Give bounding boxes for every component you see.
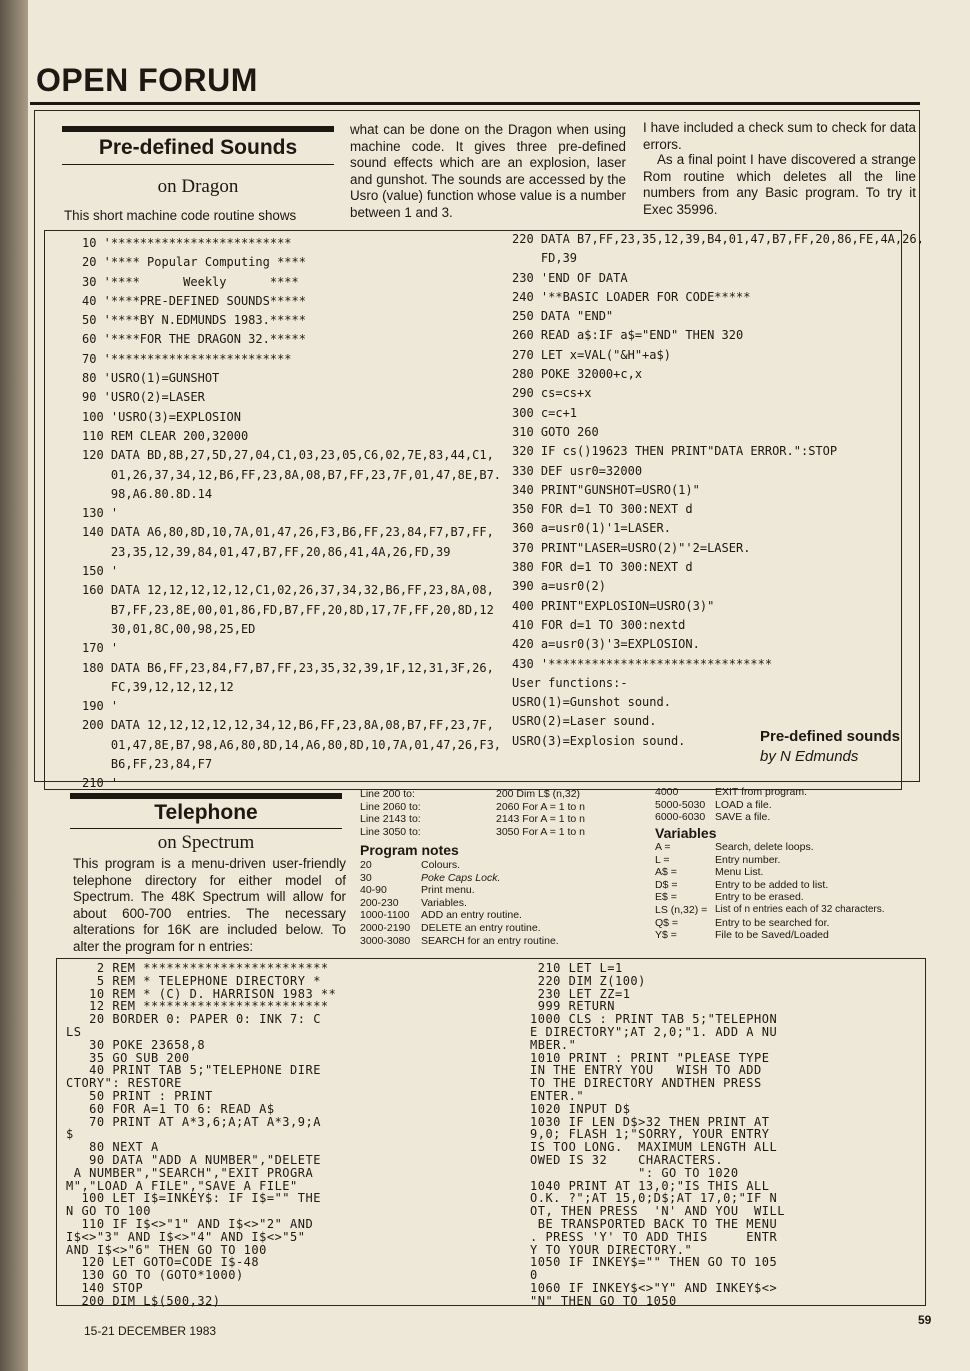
note-row: 30 Poke Caps Lock. xyxy=(360,871,501,884)
title-bar xyxy=(62,126,334,132)
variable-row: A$ = Menu List. xyxy=(655,866,764,879)
article1-col1: This short machine code routine shows xyxy=(64,208,297,223)
listing-caption-title: Pre-defined sounds xyxy=(760,728,901,745)
alterations-block xyxy=(360,788,650,838)
note-row: 20 Colours. xyxy=(360,859,461,871)
alteration-row: Line 2143 to: 2143 For A = 1 to n xyxy=(360,813,586,826)
binding-spine xyxy=(0,0,28,1371)
article2-subtitle: on Spectrum xyxy=(157,832,255,853)
variable-row: Y$ = File to be Saved/Loaded xyxy=(655,929,829,942)
variable-row: A = Search, delete loops. xyxy=(655,841,814,853)
note-row: 5000-5030 LOAD a file. xyxy=(655,798,772,811)
page-number: 59 xyxy=(918,1313,932,1327)
variables-heading: Variables xyxy=(655,825,717,841)
article1-col2: what can be done on the Dragon when using machine code. It gives three pre-defined sound effects which are an explosion, laser and gunshot. The sounds are accessed by the Usro (value) function whose value is a number between 1 and 3. xyxy=(350,122,626,220)
section-rule xyxy=(30,102,920,105)
program-notes-heading: Program notes xyxy=(360,842,459,858)
variable-row: Q$ = Entry to be searched for. xyxy=(655,916,830,929)
dragon-listing-left: 10 '************************* 20 '**** Popular Computing **** 30 '**** Weekly **** 40 '****PRE-DEFINED SOUNDS***** 50 '****BY N.EDMUNDS 1983.***** 60 '****FOR THE DRAGON 32.***** 70 '************************* 80 'USRO(1)=GUNSHOT 90 'USRO(2)=LASER 100 'USRO(3)=EXPLOSION 110 REM CLEAR 200,32000 120 DATA BD,8B,27,5D,27,04,C1,03,23,05,C6,02,7E,83,44,C1, 01,26,37,34,12,B6,FF,23,8A,08,B7,FF,23,7F,01,47,8E,B7. 98,A6.80.8D.14 130 ' 140 DATA A6,80,8D,10,7A,01,47,26,F3,B6,FF,23,84,F7,B7,FF, 23,35,12,39,84,01,47,B7,FF,20,86,41,4A,26,FD,39 150 ' 160 DATA 12,12,12,12,12,C1,02,26,37,34,32,B6,FF,23,8A,08, B7,FF,23,8E,00,01,86,FD,B7,FF,20,8D,17,7F,FF,20,8D,12 30,01,8C,00,98,25,ED 170 ' 180 DATA B6,FF,23,84,F7,B7,FF,23,35,32,39,1F,12,31,3F,26, FC,39,12,12,12,12 190 ' 200 DATA 12,12,12,12,12,34,12,B6,FF,23,8A,08,B7,FF,23,7F, 01,47,8E,B7,98,A6,80,8D,14,A6,80,8D,10,7A,01,47,26,F3, B6,FF,23,84,F7 210 ' xyxy=(82,236,502,791)
section-title: OPEN FORUM xyxy=(36,62,258,98)
spectrum-listing-left: 2 REM ************************ 5 REM * TELEPHONE DIRECTORY * 10 REM * (C) D. HARRISON 1983 ** 12 REM ************************ 20 BORDER 0: PAPER 0: INK 7: C LS 30 POKE 23658,8 35 GO SUB 200 40 PRINT TAB 5;"TELEPHONE DIRE CTORY": RESTORE 50 PRINT : PRINT 60 FOR A=1 TO 6: READ A$ 70 PRINT AT A*3,6;A;AT A*3,9;A $ 80 NEXT A 90 DATA "ADD A NUMBER","DELETE A NUMBER","SEARCH","EXIT PROGRA M","LOAD A FILE","SAVE A FILE" 100 LET I$=INKEY$: IF I$="" THE N GO TO 100 110 IF I$<>"1" AND I$<>"2" AND I$<>"3" AND I$<>"4" AND I$<>"5" AND I$<>"6" THEN GO TO 100 120 LET GOTO=CODE I$-48 130 GO TO (GOTO*1000) 140 STOP 200 DIM L$(500,32) xyxy=(66,961,337,1308)
article1-subtitle: on Dragon xyxy=(157,176,239,197)
note-row: 40-90 Print menu. xyxy=(360,884,475,897)
note-row: 200-230 Variables. xyxy=(360,896,467,909)
alteration-row: Line 200 to: 200 Dim L$ (n,32) xyxy=(360,788,581,800)
variables-list xyxy=(655,841,920,942)
alteration-row: Line 3050 to: 3050 For A = 1 to n xyxy=(360,825,586,838)
spectrum-listing-right: 210 LET L=1 220 DIM Z(100) 230 LET ZZ=1 999 RETURN 1000 CLS : PRINT TAB 5;"TELEPHON E DIRECTORY";AT 2,0;"1. ADD A NU MBER." 1010 PRINT : PRINT "PLEASE TYPE IN THE ENTRY YOU WISH TO ADD TO THE DIRECTORY ANDTHEN PRESS ENTER." 1020 INPUT D$ 1030 IF LEN D$>32 THEN PRINT AT 9,0; FLASH 1;"SORRY, YOUR ENTRY IS TOO LONG. MAXIMUM LENGTH ALL OWED IS 32 CHARACTERS. ": GO TO 1020 1040 PRINT AT 13,0;"IS THIS ALL O.K. ?";AT 15,0;D$;AT 17,0;"IF N OT, THEN PRESS 'N' AND YOU WILL BE TRANSPORTED BACK TO THE MENU . PRESS 'Y' TO ADD THIS ENTR Y TO YOUR DIRECTORY." 1050 IF INKEY$="" THEN GO TO 105 0 1060 IF INKEY$<>"Y" AND INKEY$<> "N" THEN GO TO 1050 xyxy=(530,961,785,1308)
variable-row: L = Entry number. xyxy=(655,853,781,866)
variable-row: LS (n,32) = List of n entries each of 32 characters. xyxy=(655,903,885,916)
dragon-listing-right: 220 DATA B7,FF,23,35,12,39,B4,01,47,B7,FF,20,86,FE,4A,26, FD,39 230 'END OF DATA 240 '**BASIC LOADER FOR CODE***** 250 DATA "END" 260 READ a$:IF a$="END" THEN 320 270 LET x=VAL("&H"+a$) 280 POKE 32000+c,x 290 cs=cs+x 300 c=c+1 310 GOTO 260 320 IF cs()19623 THEN PRINT"DATA ERROR.":STOP 330 DEF usr0=32000 340 PRINT"GUNSHOT=USRO(1)" 350 FOR d=1 TO 300:NEXT d 360 a=usr0(1)'1=LASER. 370 PRINT"LASER=USRO(2)"'2=LASER. 380 FOR d=1 TO 300:NEXT d 390 a=usr0(2) 400 PRINT"EXPLOSION=USRO(3)" 410 FOR d=1 TO 300:nextd 420 a=usr0(3)'3=EXPLOSION. 430 '******************************* User functions:- USRO(1)=Gunshot sound. USRO(2)=Laser sound. USRO(3)=Explosion sound. xyxy=(512,232,924,748)
title-bar-2 xyxy=(70,793,342,799)
program-notes-cont xyxy=(655,786,915,824)
alteration-row: Line 2060 to: 2060 For A = 1 to n xyxy=(360,800,586,813)
note-row: 1000-1100 ADD an entry routine. xyxy=(360,909,522,922)
article2-title: Telephone xyxy=(154,801,258,824)
note-row: 3000-3080 SEARCH for an entry routine. xyxy=(360,934,559,947)
variable-row: E$ = Entry to be erased. xyxy=(655,891,804,904)
title-underline xyxy=(62,164,334,165)
note-row: 2000-2190 DELETE an entry routine. xyxy=(360,921,541,934)
article2-intro: This program is a menu-driven user-friendly telephone directory for either model of Spectrum. The 48K Spectrum will allow for about 600-700 entries. The necessary alterations for 16K are included below. To alter the program for n entries: xyxy=(73,856,346,954)
program-notes xyxy=(360,859,650,947)
note-row: 6000-6030 SAVE a file. xyxy=(655,811,771,824)
title-underline-2 xyxy=(70,828,342,829)
article1-col3a: I have included a check sum to check for data errors. xyxy=(643,120,916,152)
note-row: 4000 EXIT from program. xyxy=(655,786,807,798)
footer-date: 15-21 DECEMBER 1983 xyxy=(84,1324,217,1338)
article1-title: Pre-defined Sounds xyxy=(98,136,298,159)
listing-caption-author: by N Edmunds xyxy=(760,748,859,765)
variable-row: D$ = Entry to be added to list. xyxy=(655,878,829,891)
article1-col3b: As a final point I have discovered a strange Rom routine which deletes all the line numbers from any Basic program. To try it Exec 35996. xyxy=(643,152,916,217)
